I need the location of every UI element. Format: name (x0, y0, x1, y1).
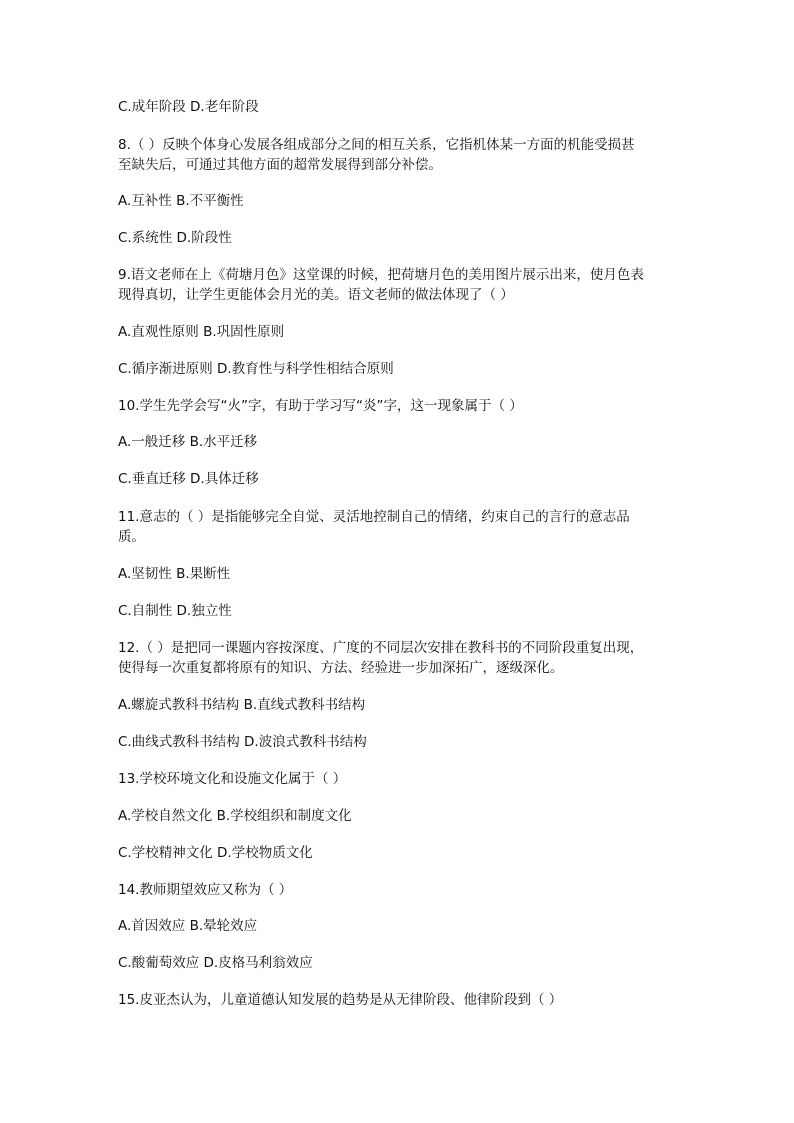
question-11-stem-line-2: 质。 (118, 529, 145, 545)
question-10-options-cd: C.垂直迁移 D.具体迁移 (118, 471, 259, 487)
question-14-stem: 14.教师期望效应又称为（ ） (118, 882, 293, 898)
question-13-options-ab: A.学校自然文化 B.学校组织和制度文化 (118, 808, 352, 824)
question-8-options-ab: A.互补性 B.不平衡性 (118, 193, 244, 209)
question-11-options-cd: C.自制性 D.独立性 (118, 603, 232, 619)
question-8-stem-line-2: 至缺失后，可通过其他方面的超常发展得到部分补偿。 (118, 157, 442, 173)
question-12-options-cd: C.曲线式教科书结构 D.波浪式教科书结构 (118, 734, 367, 750)
question-14-options-cd: C.酸葡萄效应 D.皮格马利翁效应 (118, 955, 313, 971)
question-11-stem-line-1: 11.意志的（ ）是指能够完全自觉、灵活地控制自己的情绪，约束自己的言行的意志品 (118, 509, 630, 525)
question-9-options-cd: C.循序渐进原则 D.教育性与科学性相结合原则 (118, 361, 394, 377)
question-14-options-ab: A.首因效应 B.晕轮效应 (118, 918, 258, 934)
question-13-stem: 13.学校环境文化和设施文化属于（ ） (118, 771, 347, 787)
question-9-options-ab: A.直观性原则 B.巩固性原则 (118, 324, 285, 340)
question-12-options-ab: A.螺旋式教科书结构 B.直线式教科书结构 (118, 697, 366, 713)
question-11-options-ab: A.坚韧性 B.果断性 (118, 566, 231, 582)
option-line: C.成年阶段 D.老年阶段 (118, 99, 259, 115)
question-9-stem-line-1: 9.语文老师在上《荷塘月色》这堂课的时候，把荷塘月色的美用图片展示出来，使月色表 (118, 267, 644, 283)
question-10-stem: 10.学生先学会写“火”字，有助于学习写“炎”字，这一现象属于（ ） (118, 398, 523, 414)
question-10-options-ab: A.一般迁移 B.水平迁移 (118, 434, 258, 450)
question-9-stem-line-2: 现得真切，让学生更能体会月光的美。语文老师的做法体现了（ ） (118, 287, 514, 303)
question-8-options-cd: C.系统性 D.阶段性 (118, 230, 232, 246)
question-12-stem-line-2: 使得每一次重复都将原有的知识、方法、经验进一步加深拓广，逐级深化。 (118, 660, 564, 676)
question-8-stem-line-1: 8.（ ）反映个体身心发展各组成部分之间的相互关系，它指机体某一方面的机能受损甚 (118, 137, 635, 153)
question-12-stem-line-1: 12.（ ）是把同一课题内容按深度、广度的不同层次安排在教科书的不同阶段重复出现， (118, 640, 644, 656)
question-13-options-cd: C.学校精神文化 D.学校物质文化 (118, 845, 313, 861)
question-15-stem: 15.皮亚杰认为，儿童道德认知发展的趋势是从无律阶段、他律阶段到（ ） (118, 992, 563, 1008)
